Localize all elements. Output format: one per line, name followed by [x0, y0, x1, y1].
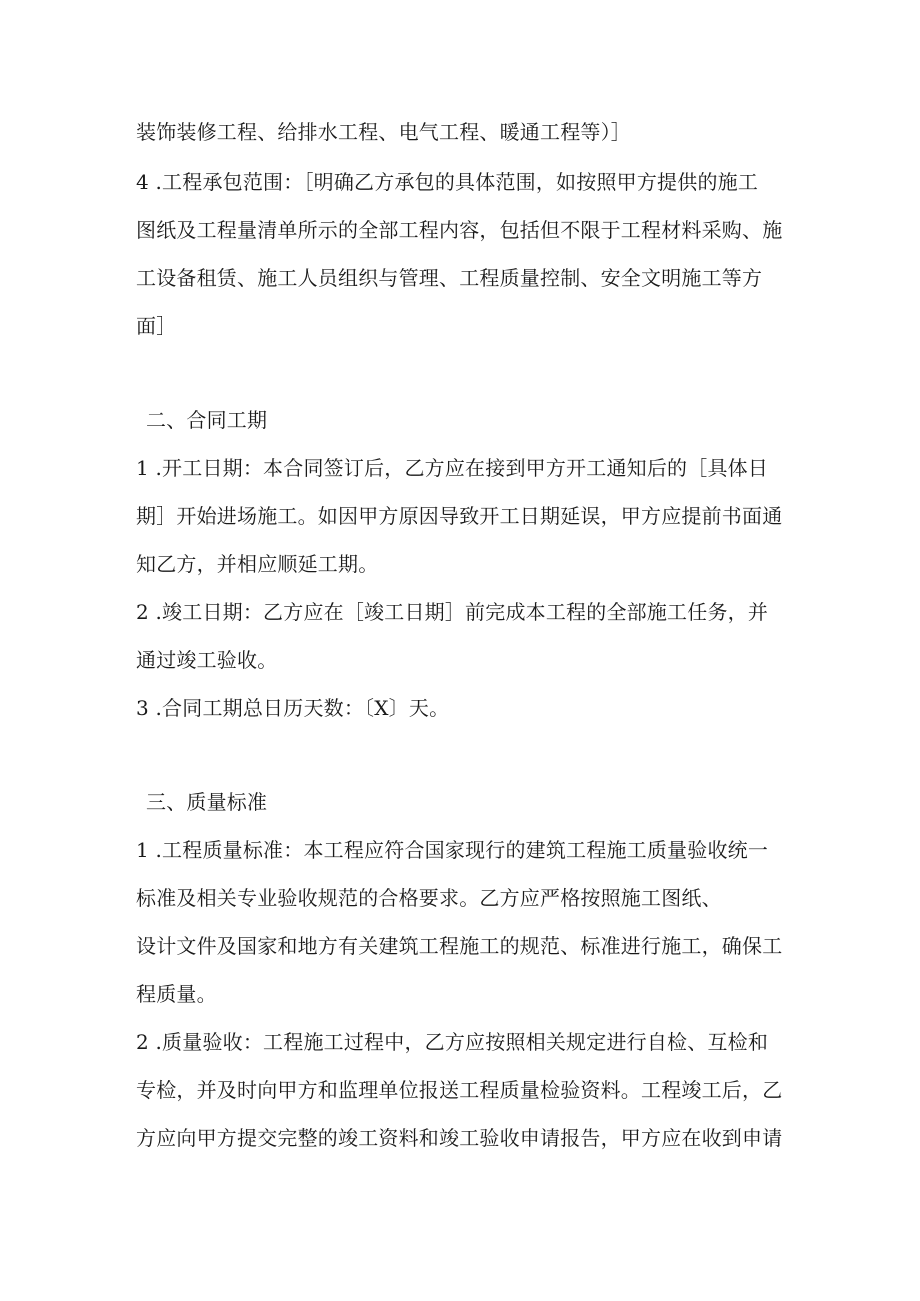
text-line: 3 .合同工期总日历天数：〔X〕天。 [136, 696, 450, 720]
section-heading: 二、合同工期 [146, 408, 268, 432]
text-line: 知乙方，并相应顺延工期。 [136, 552, 379, 576]
text-line: 2 .竣工日期：乙方应在［竣工日期］前完成本工程的全部施工任务，并 [136, 600, 769, 624]
text-line: 2 .质量验收：工程施工过程中，乙方应按照相关规定进行自检、互检和 [136, 1030, 769, 1054]
section-heading: 三、质量标准 [146, 790, 268, 814]
text-line: 1 .工程质量标准：本工程应符合国家现行的建筑工程施工质量验收统一 [136, 838, 769, 862]
text-line: 图纸及工程量清单所示的全部工程内容，包括但不限于工程材料采购、施 [136, 218, 783, 242]
text-line: 1 .开工日期：本合同签订后，乙方应在接到甲方开工通知后的［具体日 [136, 456, 769, 480]
text-line: 标准及相关专业验收规范的合格要求。乙方应严格按照施工图纸、 [136, 886, 722, 910]
text-line: 通过竣工验收。 [136, 648, 278, 672]
text-line: 期］开始进场施工。如因甲方原因导致开工日期延误，甲方应提前书面通 [136, 504, 783, 528]
text-line: 设计文件及国家和地方有关建筑工程施工的规范、标准进行施工，确保工 [136, 934, 783, 958]
text-line: 专检，并及时向甲方和监理单位报送工程质量检验资料。工程竣工后，乙 [136, 1078, 783, 1102]
text-line: 面］ [136, 314, 177, 338]
text-line: 程质量。 [136, 982, 217, 1006]
text-line: 工设备租赁、施工人员组织与管理、工程质量控制、安全文明施工等方 [136, 266, 763, 290]
text-line: 4 .工程承包范围：［明确乙方承包的具体范围，如按照甲方提供的施工 [136, 170, 759, 194]
text-line: 装饰装修工程、给排水工程、电气工程、暖通工程等）］ [136, 120, 631, 144]
text-line: 方应向甲方提交完整的竣工资料和竣工验收申请报告，甲方应在收到申请 [136, 1126, 783, 1150]
